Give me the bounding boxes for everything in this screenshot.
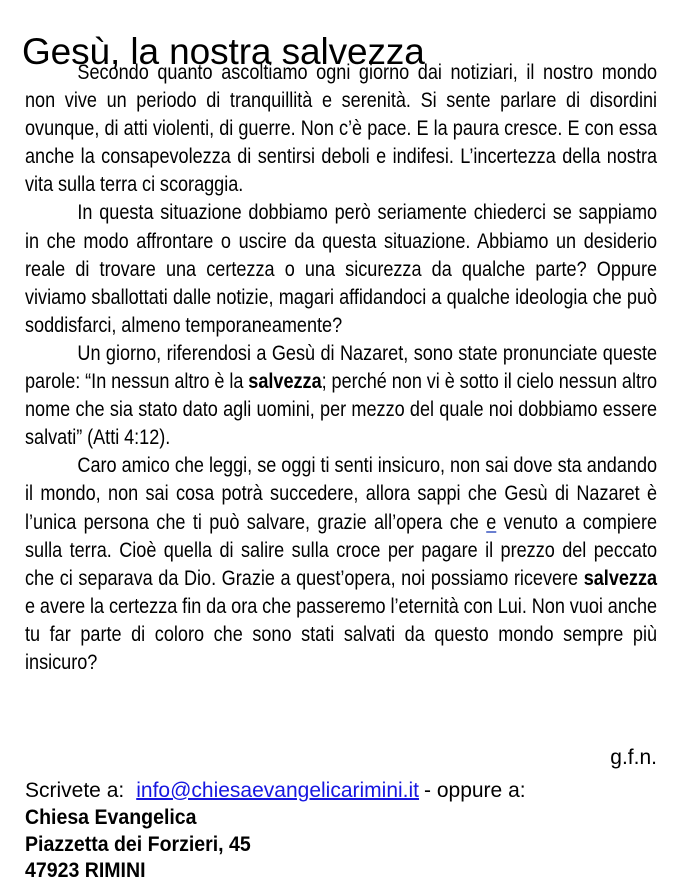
proofing-marked-word: e <box>486 509 497 534</box>
article-body <box>25 58 657 676</box>
paragraph-3-text-tail: ; perché non vi è sotto il cielo nessun altro nome che sia stato dato agli uomini, per mezzo del quale noi dobbiamo essere salvati” (Atti 4:12). <box>25 369 658 450</box>
paragraph-1 <box>25 58 657 198</box>
paragraph-3-text-lead: Un giorno, riferendosi a Gesù di Nazaret, sono state pronunciate queste parole: “In nessun altro è la <box>25 340 658 394</box>
paragraph-4-text-part2: venuto a compiere sulla terra. Cioè quella di salire sulla croce per pagare il prezzo del peccato che ci separava da Dio. Grazie a quest’opera, noi possiamo ricevere <box>25 509 658 590</box>
emphasis-salvezza-quote: salvezza <box>248 369 322 394</box>
paragraph-2 <box>25 198 657 338</box>
paragraph-4-text-part3: e avere la certezza fin da ora che passeremo l’eternità con Lui. Non vuoi anche tu far parte di coloro che sono stati salvati da questo mondo sempre più insicuro? <box>25 593 658 674</box>
contact-email-line <box>25 777 665 804</box>
or-label: - oppure a: <box>424 779 526 802</box>
address-line-city: 47923 RIMINI <box>25 859 146 882</box>
paragraph-3 <box>25 339 657 451</box>
paragraph-2-text: In questa situazione dobbiamo però seriamente chiederci se sappiamo in che modo affrontare o uscire da questa situazione. Abbiamo un desiderio reale di trovare una certezza o una sicurezza da qualche parte? Oppure viviamo sballottati dalle notizie, magari affidandoci a qualche ideologia che può soddisfarci, almeno temporaneamente? <box>25 200 658 337</box>
contact-block <box>25 777 665 804</box>
author-signature: g.f.n. <box>610 746 657 769</box>
address-line-street: Piazzetta dei Forzieri, 45 <box>25 832 251 856</box>
email-link[interactable]: info@chiesaevangelicarimini.it <box>136 779 420 802</box>
address-line-organisation: Chiesa Evangelica <box>25 806 197 829</box>
write-to-label: Scrivete a: <box>25 779 125 802</box>
paragraph-4 <box>25 451 657 676</box>
page-title: Gesù, la nostra salvezza <box>22 30 425 72</box>
paragraph-1-text: Secondo quanto ascoltiamo ogni giorno dai notiziari, il nostro mondo non vive un periodo di tranquillità e serenità. Si sente parlare di disordini ovunque, di atti violenti, di guerre. Non c’è pace. E la paura cresce. E con essa anche la consapevolezza di sentirsi deboli e indifesi. L’incertezza della nostra vita sulla terra ci scoraggia. <box>25 60 658 197</box>
paragraph-4-text-part1: Caro amico che leggi, se oggi ti senti insicuro, non sai dove sta andando il mondo, non sai cosa potrà succedere, allora sappi che Gesù di Nazaret è l’unica persona che ti può salvare, grazie all’opera che <box>25 453 658 534</box>
emphasis-salvezza-closing: salvezza <box>583 565 658 590</box>
article-body-text <box>25 58 657 676</box>
postal-address-block <box>25 805 665 885</box>
